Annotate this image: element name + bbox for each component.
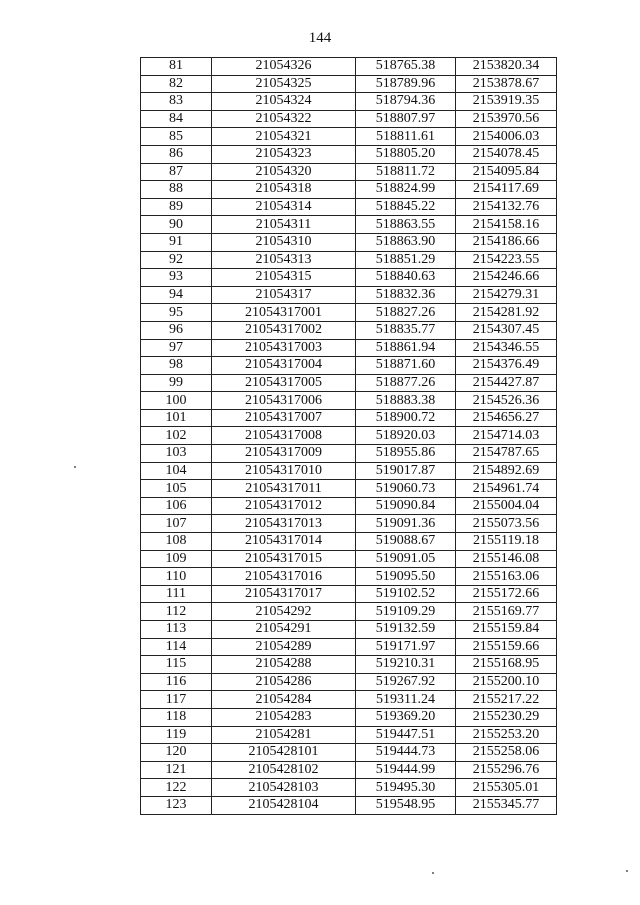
row-number-cell: 88 bbox=[141, 181, 212, 199]
x-coordinate-cell: 518861.94 bbox=[356, 339, 456, 357]
y-coordinate-cell: 2153878.67 bbox=[456, 75, 557, 93]
y-coordinate-cell: 2155159.66 bbox=[456, 638, 557, 656]
row-number-cell: 86 bbox=[141, 145, 212, 163]
x-coordinate-cell: 518811.61 bbox=[356, 128, 456, 146]
table-row bbox=[141, 445, 557, 463]
row-number-cell: 83 bbox=[141, 93, 212, 111]
x-coordinate-cell: 519095.50 bbox=[356, 568, 456, 586]
y-coordinate-cell: 2155172.66 bbox=[456, 585, 557, 603]
y-coordinate-cell: 2154132.76 bbox=[456, 198, 557, 216]
row-number-cell: 113 bbox=[141, 621, 212, 639]
table-row bbox=[141, 392, 557, 410]
x-coordinate-cell: 519495.30 bbox=[356, 779, 456, 797]
y-coordinate-cell: 2154892.69 bbox=[456, 462, 557, 480]
row-number-cell: 81 bbox=[141, 58, 212, 76]
x-coordinate-cell: 519210.31 bbox=[356, 656, 456, 674]
table-row bbox=[141, 427, 557, 445]
point-id-cell: 21054314 bbox=[212, 198, 356, 216]
y-coordinate-cell: 2154281.92 bbox=[456, 304, 557, 322]
table-row bbox=[141, 339, 557, 357]
coordinates-table bbox=[140, 57, 557, 815]
table-row bbox=[141, 145, 557, 163]
x-coordinate-cell: 518811.72 bbox=[356, 163, 456, 181]
y-coordinate-cell: 2155253.20 bbox=[456, 726, 557, 744]
row-number-cell: 106 bbox=[141, 497, 212, 515]
x-coordinate-cell: 518845.22 bbox=[356, 198, 456, 216]
y-coordinate-cell: 2153970.56 bbox=[456, 110, 557, 128]
point-id-cell: 21054284 bbox=[212, 691, 356, 709]
point-id-cell: 21054317001 bbox=[212, 304, 356, 322]
table-row bbox=[141, 673, 557, 691]
x-coordinate-cell: 518840.63 bbox=[356, 269, 456, 287]
point-id-cell: 21054326 bbox=[212, 58, 356, 76]
row-number-cell: 122 bbox=[141, 779, 212, 797]
table-row bbox=[141, 93, 557, 111]
y-coordinate-cell: 2155169.77 bbox=[456, 603, 557, 621]
point-id-cell: 21054317016 bbox=[212, 568, 356, 586]
scan-speck bbox=[74, 466, 76, 468]
y-coordinate-cell: 2154961.74 bbox=[456, 480, 557, 498]
point-id-cell: 21054317006 bbox=[212, 392, 356, 410]
y-coordinate-cell: 2154787.65 bbox=[456, 445, 557, 463]
row-number-cell: 104 bbox=[141, 462, 212, 480]
x-coordinate-cell: 518789.96 bbox=[356, 75, 456, 93]
table-row bbox=[141, 585, 557, 603]
y-coordinate-cell: 2154095.84 bbox=[456, 163, 557, 181]
row-number-cell: 118 bbox=[141, 708, 212, 726]
y-coordinate-cell: 2154526.36 bbox=[456, 392, 557, 410]
table-row bbox=[141, 550, 557, 568]
table-row bbox=[141, 304, 557, 322]
x-coordinate-cell: 518824.99 bbox=[356, 181, 456, 199]
point-id-cell: 21054325 bbox=[212, 75, 356, 93]
row-number-cell: 85 bbox=[141, 128, 212, 146]
x-coordinate-cell: 519088.67 bbox=[356, 533, 456, 551]
table-row bbox=[141, 216, 557, 234]
point-id-cell: 21054321 bbox=[212, 128, 356, 146]
row-number-cell: 108 bbox=[141, 533, 212, 551]
row-number-cell: 103 bbox=[141, 445, 212, 463]
row-number-cell: 93 bbox=[141, 269, 212, 287]
table-row bbox=[141, 533, 557, 551]
y-coordinate-cell: 2154158.16 bbox=[456, 216, 557, 234]
x-coordinate-cell: 518794.36 bbox=[356, 93, 456, 111]
row-number-cell: 112 bbox=[141, 603, 212, 621]
point-id-cell: 21054317003 bbox=[212, 339, 356, 357]
x-coordinate-cell: 518805.20 bbox=[356, 145, 456, 163]
point-id-cell: 21054286 bbox=[212, 673, 356, 691]
row-number-cell: 110 bbox=[141, 568, 212, 586]
table-row bbox=[141, 321, 557, 339]
x-coordinate-cell: 519102.52 bbox=[356, 585, 456, 603]
row-number-cell: 82 bbox=[141, 75, 212, 93]
table-row bbox=[141, 621, 557, 639]
y-coordinate-cell: 2154346.55 bbox=[456, 339, 557, 357]
table-row bbox=[141, 462, 557, 480]
y-coordinate-cell: 2155073.56 bbox=[456, 515, 557, 533]
table-row bbox=[141, 233, 557, 251]
x-coordinate-cell: 519444.99 bbox=[356, 761, 456, 779]
row-number-cell: 98 bbox=[141, 357, 212, 375]
row-number-cell: 111 bbox=[141, 585, 212, 603]
row-number-cell: 90 bbox=[141, 216, 212, 234]
row-number-cell: 120 bbox=[141, 744, 212, 762]
point-id-cell: 21054317015 bbox=[212, 550, 356, 568]
row-number-cell: 123 bbox=[141, 796, 212, 814]
x-coordinate-cell: 519369.20 bbox=[356, 708, 456, 726]
point-id-cell: 21054320 bbox=[212, 163, 356, 181]
x-coordinate-cell: 519132.59 bbox=[356, 621, 456, 639]
x-coordinate-cell: 518863.55 bbox=[356, 216, 456, 234]
y-coordinate-cell: 2154117.69 bbox=[456, 181, 557, 199]
row-number-cell: 89 bbox=[141, 198, 212, 216]
scan-speck bbox=[432, 872, 434, 874]
row-number-cell: 114 bbox=[141, 638, 212, 656]
table-row bbox=[141, 603, 557, 621]
y-coordinate-cell: 2155217.22 bbox=[456, 691, 557, 709]
table-row bbox=[141, 497, 557, 515]
x-coordinate-cell: 518765.38 bbox=[356, 58, 456, 76]
point-id-cell: 21054317011 bbox=[212, 480, 356, 498]
point-id-cell: 21054289 bbox=[212, 638, 356, 656]
y-coordinate-cell: 2154427.87 bbox=[456, 374, 557, 392]
x-coordinate-cell: 518832.36 bbox=[356, 286, 456, 304]
x-coordinate-cell: 519017.87 bbox=[356, 462, 456, 480]
y-coordinate-cell: 2155200.10 bbox=[456, 673, 557, 691]
table-row bbox=[141, 286, 557, 304]
row-number-cell: 95 bbox=[141, 304, 212, 322]
point-id-cell: 21054318 bbox=[212, 181, 356, 199]
table-row bbox=[141, 656, 557, 674]
table-row bbox=[141, 128, 557, 146]
point-id-cell: 21054317009 bbox=[212, 445, 356, 463]
table-row bbox=[141, 110, 557, 128]
x-coordinate-cell: 519444.73 bbox=[356, 744, 456, 762]
table-row bbox=[141, 568, 557, 586]
point-id-cell: 2105428104 bbox=[212, 796, 356, 814]
y-coordinate-cell: 2155230.29 bbox=[456, 708, 557, 726]
y-coordinate-cell: 2155305.01 bbox=[456, 779, 557, 797]
point-id-cell: 21054317005 bbox=[212, 374, 356, 392]
y-coordinate-cell: 2153820.34 bbox=[456, 58, 557, 76]
y-coordinate-cell: 2155163.06 bbox=[456, 568, 557, 586]
y-coordinate-cell: 2155296.76 bbox=[456, 761, 557, 779]
point-id-cell: 21054317 bbox=[212, 286, 356, 304]
table-row bbox=[141, 75, 557, 93]
point-id-cell: 21054315 bbox=[212, 269, 356, 287]
y-coordinate-cell: 2154714.03 bbox=[456, 427, 557, 445]
table-row bbox=[141, 269, 557, 287]
table-row bbox=[141, 58, 557, 76]
point-id-cell: 21054311 bbox=[212, 216, 356, 234]
table-row bbox=[141, 796, 557, 814]
row-number-cell: 101 bbox=[141, 409, 212, 427]
row-number-cell: 117 bbox=[141, 691, 212, 709]
x-coordinate-cell: 519548.95 bbox=[356, 796, 456, 814]
table-row bbox=[141, 638, 557, 656]
row-number-cell: 107 bbox=[141, 515, 212, 533]
row-number-cell: 105 bbox=[141, 480, 212, 498]
row-number-cell: 115 bbox=[141, 656, 212, 674]
x-coordinate-cell: 519267.92 bbox=[356, 673, 456, 691]
x-coordinate-cell: 518955.86 bbox=[356, 445, 456, 463]
y-coordinate-cell: 2155119.18 bbox=[456, 533, 557, 551]
point-id-cell: 2105428101 bbox=[212, 744, 356, 762]
table-row bbox=[141, 726, 557, 744]
x-coordinate-cell: 518835.77 bbox=[356, 321, 456, 339]
coordinates-table-body bbox=[141, 58, 557, 815]
row-number-cell: 91 bbox=[141, 233, 212, 251]
x-coordinate-cell: 518807.97 bbox=[356, 110, 456, 128]
point-id-cell: 2105428103 bbox=[212, 779, 356, 797]
row-number-cell: 109 bbox=[141, 550, 212, 568]
point-id-cell: 21054317014 bbox=[212, 533, 356, 551]
table-row bbox=[141, 480, 557, 498]
table-row bbox=[141, 181, 557, 199]
y-coordinate-cell: 2154006.03 bbox=[456, 128, 557, 146]
y-coordinate-cell: 2154279.31 bbox=[456, 286, 557, 304]
y-coordinate-cell: 2153919.35 bbox=[456, 93, 557, 111]
row-number-cell: 97 bbox=[141, 339, 212, 357]
table-row bbox=[141, 779, 557, 797]
point-id-cell: 21054324 bbox=[212, 93, 356, 111]
table-row bbox=[141, 374, 557, 392]
point-id-cell: 21054281 bbox=[212, 726, 356, 744]
y-coordinate-cell: 2155146.08 bbox=[456, 550, 557, 568]
x-coordinate-cell: 519090.84 bbox=[356, 497, 456, 515]
table-row bbox=[141, 163, 557, 181]
row-number-cell: 119 bbox=[141, 726, 212, 744]
point-id-cell: 21054313 bbox=[212, 251, 356, 269]
x-coordinate-cell: 519091.05 bbox=[356, 550, 456, 568]
row-number-cell: 84 bbox=[141, 110, 212, 128]
y-coordinate-cell: 2154078.45 bbox=[456, 145, 557, 163]
x-coordinate-cell: 518827.26 bbox=[356, 304, 456, 322]
y-coordinate-cell: 2154246.66 bbox=[456, 269, 557, 287]
row-number-cell: 102 bbox=[141, 427, 212, 445]
point-id-cell: 21054317010 bbox=[212, 462, 356, 480]
x-coordinate-cell: 518851.29 bbox=[356, 251, 456, 269]
table-row bbox=[141, 357, 557, 375]
point-id-cell: 21054317008 bbox=[212, 427, 356, 445]
table-row bbox=[141, 761, 557, 779]
point-id-cell: 21054283 bbox=[212, 708, 356, 726]
point-id-cell: 21054317017 bbox=[212, 585, 356, 603]
point-id-cell: 21054292 bbox=[212, 603, 356, 621]
point-id-cell: 21054317007 bbox=[212, 409, 356, 427]
x-coordinate-cell: 518877.26 bbox=[356, 374, 456, 392]
x-coordinate-cell: 518863.90 bbox=[356, 233, 456, 251]
point-id-cell: 21054317013 bbox=[212, 515, 356, 533]
row-number-cell: 94 bbox=[141, 286, 212, 304]
row-number-cell: 87 bbox=[141, 163, 212, 181]
point-id-cell: 21054310 bbox=[212, 233, 356, 251]
x-coordinate-cell: 519060.73 bbox=[356, 480, 456, 498]
table-row bbox=[141, 691, 557, 709]
x-coordinate-cell: 518920.03 bbox=[356, 427, 456, 445]
point-id-cell: 21054291 bbox=[212, 621, 356, 639]
page-number: 144 bbox=[308, 30, 332, 46]
row-number-cell: 92 bbox=[141, 251, 212, 269]
x-coordinate-cell: 519091.36 bbox=[356, 515, 456, 533]
x-coordinate-cell: 519447.51 bbox=[356, 726, 456, 744]
y-coordinate-cell: 2155004.04 bbox=[456, 497, 557, 515]
table-row bbox=[141, 251, 557, 269]
point-id-cell: 21054288 bbox=[212, 656, 356, 674]
table-row bbox=[141, 198, 557, 216]
table-row bbox=[141, 708, 557, 726]
point-id-cell: 21054323 bbox=[212, 145, 356, 163]
x-coordinate-cell: 519109.29 bbox=[356, 603, 456, 621]
scan-speck bbox=[626, 870, 628, 872]
y-coordinate-cell: 2154186.66 bbox=[456, 233, 557, 251]
point-id-cell: 21054317002 bbox=[212, 321, 356, 339]
point-id-cell: 2105428102 bbox=[212, 761, 356, 779]
y-coordinate-cell: 2154307.45 bbox=[456, 321, 557, 339]
row-number-cell: 99 bbox=[141, 374, 212, 392]
row-number-cell: 96 bbox=[141, 321, 212, 339]
row-number-cell: 116 bbox=[141, 673, 212, 691]
row-number-cell: 100 bbox=[141, 392, 212, 410]
x-coordinate-cell: 518871.60 bbox=[356, 357, 456, 375]
row-number-cell: 121 bbox=[141, 761, 212, 779]
x-coordinate-cell: 518883.38 bbox=[356, 392, 456, 410]
y-coordinate-cell: 2155168.95 bbox=[456, 656, 557, 674]
x-coordinate-cell: 519171.97 bbox=[356, 638, 456, 656]
table-row bbox=[141, 515, 557, 533]
point-id-cell: 21054317004 bbox=[212, 357, 356, 375]
point-id-cell: 21054317012 bbox=[212, 497, 356, 515]
y-coordinate-cell: 2155345.77 bbox=[456, 796, 557, 814]
y-coordinate-cell: 2154656.27 bbox=[456, 409, 557, 427]
x-coordinate-cell: 519311.24 bbox=[356, 691, 456, 709]
table-row bbox=[141, 744, 557, 762]
y-coordinate-cell: 2155258.06 bbox=[456, 744, 557, 762]
y-coordinate-cell: 2154223.55 bbox=[456, 251, 557, 269]
y-coordinate-cell: 2154376.49 bbox=[456, 357, 557, 375]
y-coordinate-cell: 2155159.84 bbox=[456, 621, 557, 639]
x-coordinate-cell: 518900.72 bbox=[356, 409, 456, 427]
point-id-cell: 21054322 bbox=[212, 110, 356, 128]
table-row bbox=[141, 409, 557, 427]
